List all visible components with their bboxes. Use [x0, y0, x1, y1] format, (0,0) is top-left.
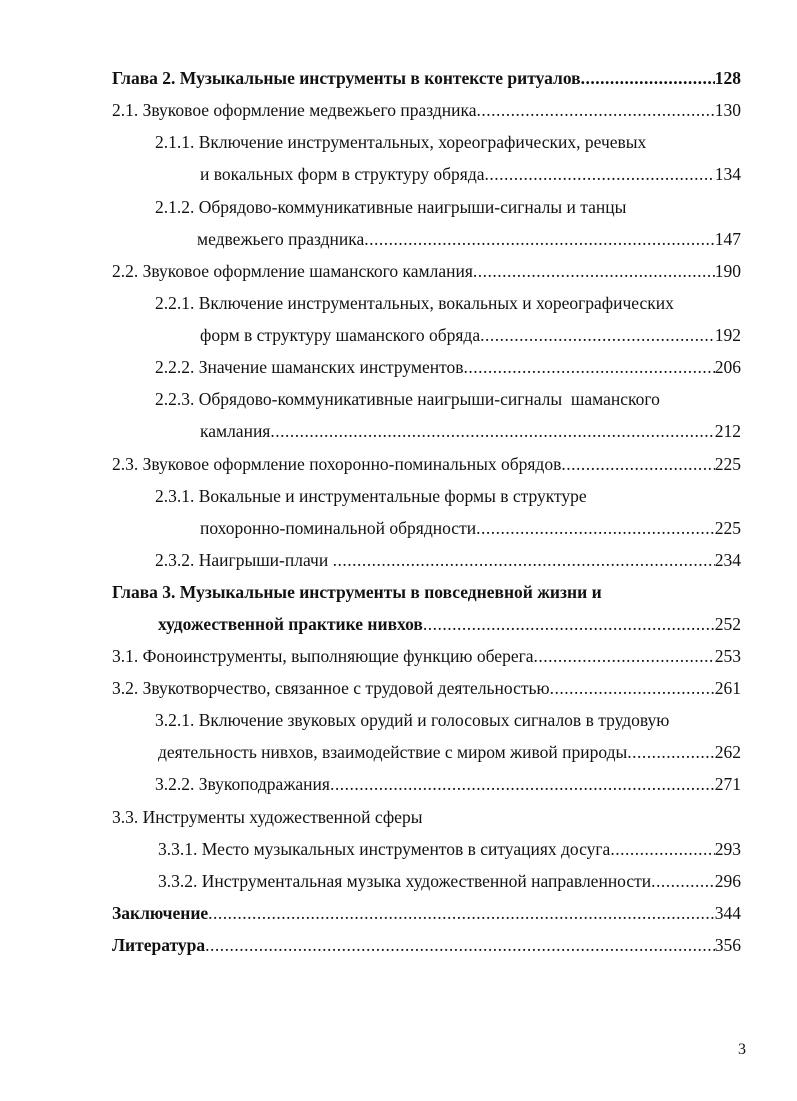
- toc-entry-3-1: [112, 643, 741, 669]
- toc-entry-2-1-2: [197, 226, 741, 252]
- toc-entry-label: форм в структуру шаманского обряда: [200, 325, 481, 345]
- toc-entry-3-3-2: [158, 868, 741, 894]
- toc-entry-page: 262: [714, 742, 741, 762]
- toc-entry-page: 130: [714, 100, 741, 120]
- toc-entry-2-3: [112, 451, 741, 477]
- toc-entry-page: 344: [714, 903, 741, 923]
- dot-leader: [476, 97, 714, 123]
- dot-leader: [480, 322, 715, 348]
- toc-entry-chapter-3-line1: Глава 3. Музыкальные инструменты в повседневной жизни и: [112, 582, 602, 602]
- toc-entry-2-2-1: [200, 322, 741, 348]
- dot-leader: [476, 515, 715, 541]
- toc-entry-chapter-2: [112, 65, 741, 91]
- toc-entry-page: 253: [714, 646, 741, 666]
- dot-leader: [205, 932, 715, 958]
- toc-entry-label: 3.3.2. Инструментальная музыка художественной направленности: [158, 871, 652, 891]
- toc-entry-2-3-1-line1: 2.3.1. Вокальные и инструментальные формы в структуре: [155, 486, 587, 506]
- dot-leader: [208, 900, 715, 926]
- toc-entry-2-2: [112, 258, 741, 284]
- toc-entry-page: 356: [714, 935, 741, 955]
- toc-entry-label: 3.2.2. Звукоподражания: [155, 774, 330, 794]
- toc-entry-label: 2.2. Звуковое оформление шаманского камлания: [112, 261, 473, 281]
- toc-entry-label: Литература: [112, 935, 206, 955]
- toc-entry-2-2-2: [155, 354, 741, 380]
- dot-leader: [333, 547, 715, 573]
- toc-entry-label: 3.3.1. Место музыкальных инструментов в ситуациях досуга: [158, 839, 611, 859]
- toc-entry-literature: [112, 932, 741, 958]
- toc-entry-label: и вокальных форм в структуру обряда: [200, 164, 485, 184]
- toc-entry-label: медвежьего праздника: [197, 229, 365, 249]
- toc-entry-page: 206: [714, 357, 741, 377]
- toc-entry-label: 2.2.2. Значение шаманских инструментов: [155, 357, 464, 377]
- toc-entry-2-1-1: [200, 161, 741, 187]
- toc-entry-3-2-1: [158, 739, 741, 765]
- toc-entry-page: 128: [714, 68, 741, 88]
- toc-entry-page: 261: [714, 678, 741, 698]
- toc-entry-label: 3.2. Звукотворчество, связанное с трудовой деятельностью: [112, 678, 550, 698]
- toc-entry-2-1-1-line1: 2.1.1. Включение инструментальных, хореографических, речевых: [155, 132, 647, 152]
- toc-entry-label: камлания: [200, 421, 271, 441]
- toc-entry-3-3-1: [158, 836, 741, 862]
- toc-entry-label: 2.3. Звуковое оформление похоронно-поминальных обрядов: [112, 454, 562, 474]
- toc-entry-page: 234: [714, 550, 741, 570]
- dot-leader: [464, 354, 715, 380]
- toc-entry-label: Заключение: [112, 903, 209, 923]
- toc-entry-3-3: 3.3. Инструменты художественной сферы: [112, 807, 423, 827]
- dot-leader: [364, 226, 714, 252]
- toc-entry-2-1: [112, 97, 741, 123]
- toc-entry-3-2-2: [155, 771, 741, 797]
- toc-entry-page: 225: [714, 518, 741, 538]
- toc-entry-page: 296: [714, 871, 741, 891]
- dot-leader: [561, 451, 714, 477]
- toc-entry-page: 147: [714, 229, 741, 249]
- dot-leader: [330, 771, 715, 797]
- dot-leader: [581, 65, 715, 91]
- toc-entry-chapter-3: [158, 611, 741, 637]
- toc-entry-label: художественной практике нивхов: [158, 614, 423, 634]
- dot-leader: [534, 643, 715, 669]
- dot-leader: [610, 836, 714, 862]
- toc-entry-page: 225: [714, 454, 741, 474]
- toc-entry-2-2-3: [200, 418, 741, 444]
- toc-entry-2-3-1: [200, 515, 741, 541]
- toc-entry-2-1-2-line1: 2.1.2. Обрядово-коммуникативные наигрыши-сигналы и танцы: [155, 197, 627, 217]
- toc-entry-page: 271: [714, 774, 741, 794]
- toc-entry-page: 252: [714, 614, 741, 634]
- toc-entry-conclusion: [112, 900, 741, 926]
- toc-entry-page: 192: [714, 325, 741, 345]
- toc-entry-label: похоронно-поминальной обрядности: [200, 518, 477, 538]
- toc-entry-label: 2.1. Звуковое оформление медвежьего праздника: [112, 100, 477, 120]
- dot-leader: [473, 258, 715, 284]
- toc-entry-2-3-2: [155, 547, 741, 573]
- dot-leader: [485, 161, 715, 187]
- toc-entry-page: 190: [714, 261, 741, 281]
- dot-leader: [423, 611, 715, 637]
- dot-leader: [270, 418, 714, 444]
- toc-entry-page: 293: [714, 839, 741, 859]
- dot-leader: [627, 739, 714, 765]
- toc-entry-2-2-1-line1: 2.2.1. Включение инструментальных, вокальных и хореографических: [155, 293, 674, 313]
- toc-entry-page: 212: [714, 421, 741, 441]
- dot-leader: [550, 675, 715, 701]
- toc-entry-label: Глава 2. Музыкальные инструменты в контексте ритуалов: [112, 68, 581, 88]
- page-number: 3: [738, 1041, 746, 1058]
- toc-entry-3-2: [112, 675, 741, 701]
- toc-entry-page: 134: [714, 164, 741, 184]
- toc-entry-3-2-1-line1: 3.2.1. Включение звуковых орудий и голосовых сигналов в трудовую: [155, 710, 670, 730]
- dot-leader: [651, 868, 715, 894]
- toc-entry-label: 3.1. Фоноинструменты, выполняющие функцию оберега: [112, 646, 534, 666]
- toc-entry-label: 2.3.2. Наигрыши-плачи: [155, 550, 333, 570]
- toc-entry-label: деятельность нивхов, взаимодействие с миром живой природы: [158, 742, 628, 762]
- toc-entry-2-2-3-line1: 2.2.3. Обрядово-коммуникативные наигрыши-сигналы шаманского: [155, 389, 660, 409]
